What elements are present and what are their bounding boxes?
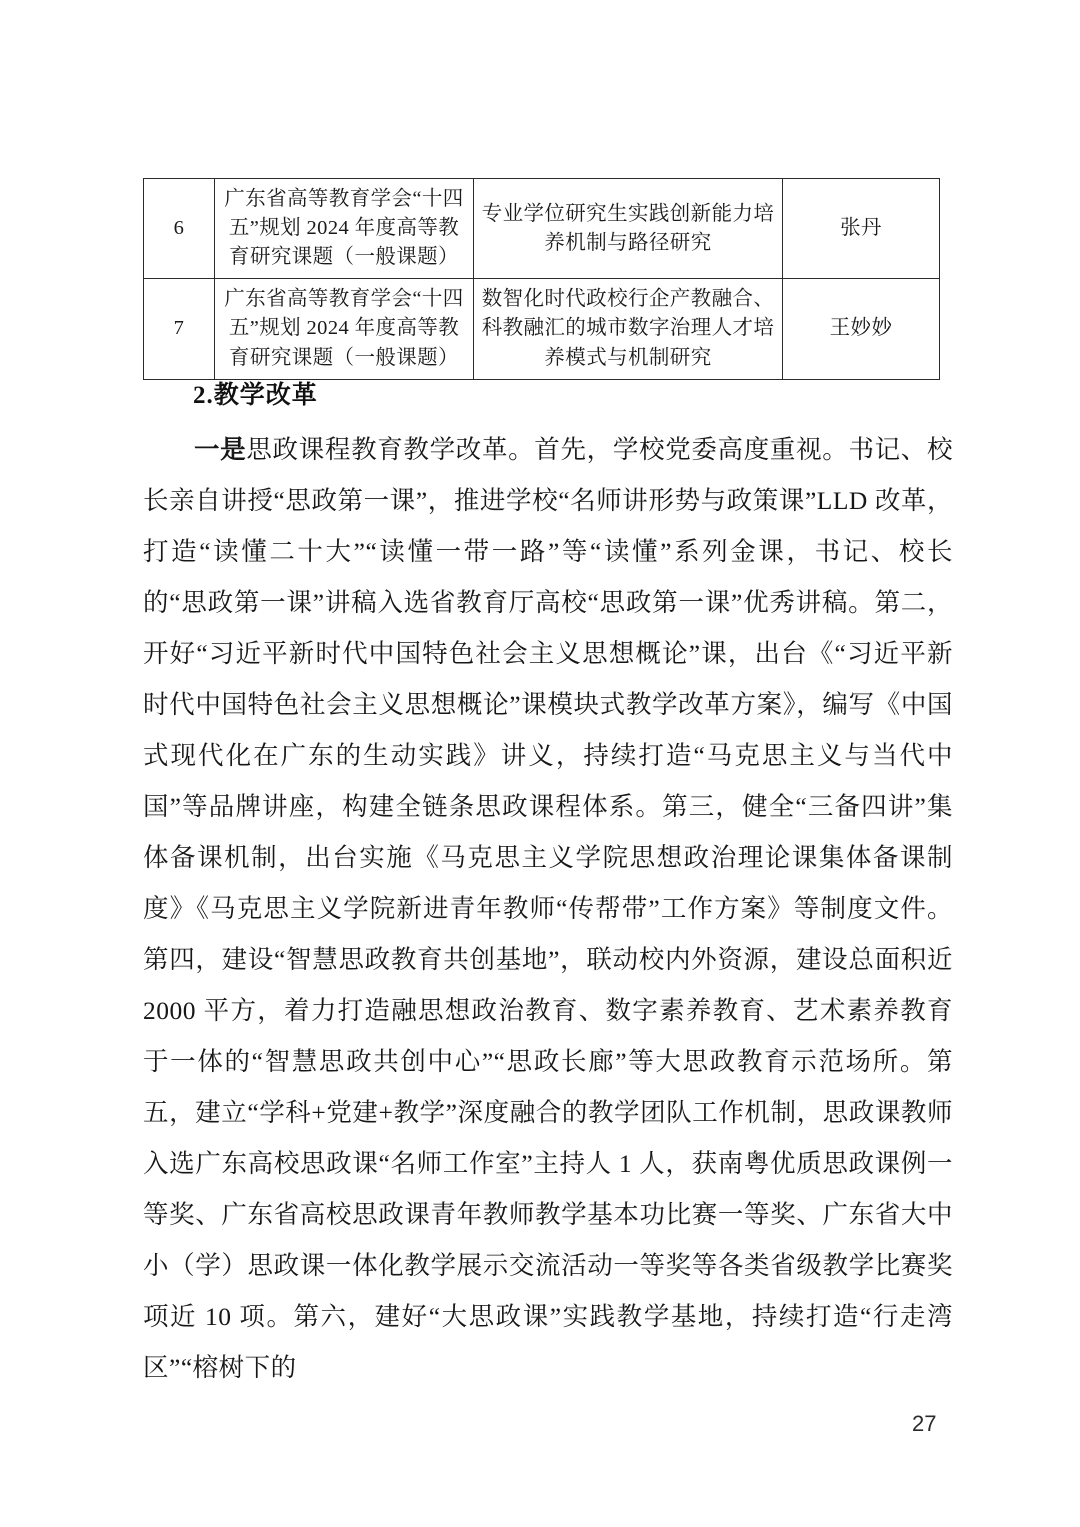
paragraph-lead-in: 一是 <box>194 435 247 464</box>
projects-table <box>143 178 940 380</box>
section-heading: 2.教学改革 <box>193 382 318 409</box>
table-cell-title: 数智化时代政校行企产教融合、科教融汇的城市数字治理人才培养模式与机制研究 <box>474 279 783 379</box>
table-cell-program: 广东省高等教育学会“十四五”规划 2024 年度高等教育研究课题（一般课题） <box>215 179 474 279</box>
table-cell-no: 6 <box>144 179 215 279</box>
table-cell-leader: 王妙妙 <box>783 279 940 379</box>
page-number: 27 <box>912 1411 937 1436</box>
table-row <box>144 179 940 279</box>
body-text-block <box>143 424 953 1393</box>
table-cell-title: 专业学位研究生实践创新能力培养机制与路径研究 <box>474 179 783 279</box>
paragraph-teaching-reform <box>143 424 953 1393</box>
table-cell-program: 广东省高等教育学会“十四五”规划 2024 年度高等教育研究课题（一般课题） <box>215 279 474 379</box>
projects-table-container <box>143 178 903 380</box>
table-cell-leader: 张丹 <box>783 179 940 279</box>
table-cell-no: 7 <box>144 279 215 379</box>
table-row <box>144 279 940 379</box>
paragraph-body: 思政课程教育教学改革。首先，学校党委高度重视。书记、校长亲自讲授“思政第一课”，推进学校“名师讲形势与政策课”LLD 改革，打造“读懂二十大”“读懂一带一路”等“读懂”系列金课，书记、校长的“思政第一课”讲稿入选省教育厅高校“思政第一课”优秀讲稿。第二，开好“习近平新时代中国特色社会主义思想概论”课，出台《“习近平新时代中国特色社会主义思想概论”课模块式教学改革方案》，编写《中国式现代化在广东的生动实践》讲义，持续打造“马克思主义与当代中国”等品牌讲座，构建全链条思政课程体系。第三，健全“三备四讲”集体备课机制，出台实施《马克思主义学院思想政治理论课集体备课制度》《马克思主义学院新进青年教师“传帮带”工作方案》等制度文件。第四，建设“智慧思政教育共创基地”，联动校内外资源，建设总面积近 2000 平方，着力打造融思想政治教育、数字素养教育、艺术素养教育于一体的“智慧思政共创中心”“思政长廊”等大思政教育示范场所。第五，建立“学科+党建+教学”深度融合的教学团队工作机制，思政课教师入选广东高校思政课“名师工作室”主持人 1 人，获南粤优质思政课例一等奖、广东省高校思政课青年教师教学基本功比赛一等奖、广东省大中小（学）思政课一体化教学展示交流活动一等奖等各类省级教学比赛奖项近 10 项。第六，建好“大思政课”实践教学基地，持续打造“行走湾区”“榕树下的 <box>143 435 953 1382</box>
